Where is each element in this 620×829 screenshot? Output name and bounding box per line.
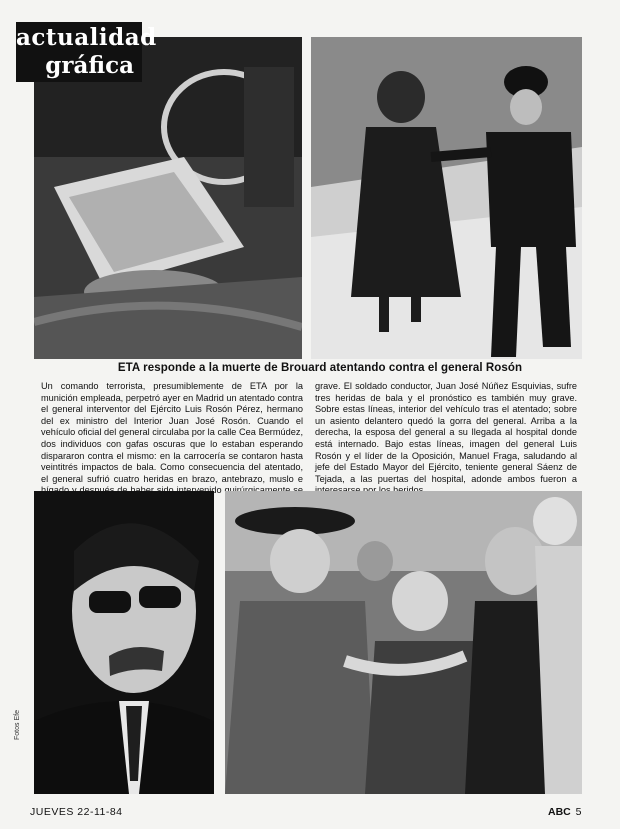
footer-page-number: 5	[575, 806, 582, 818]
footer-brand-name: ABC	[548, 806, 571, 818]
footer-brand	[548, 806, 582, 818]
article-text-col2: grave. El soldado conductor, Juan José Núñez Esquivias, sufre tres heridas de bala y el pronóstico es también muy grave. Sobre estas líneas, interior del vehículo tras el atentado; sobre un asiento delantero quedó la gorra del general. Arriba a la derecha, la esposa del general a su llegada al hospital donde está internado. Bajo estas líneas, imagen del general Luis Rosón y el líder de la Oposición, Manuel Fraga, saludando al jefe del Estado Mayor del Ejército, teniente general Sáenz de Tejada, a las puertas del hospital, adonde ambos fueron a	[315, 381, 577, 484]
headline: ETA responde a la muerte de Brouard atentando contra el general Rosón	[117, 362, 523, 374]
section-label-line1: actualidad	[16, 24, 157, 51]
article-column-1	[41, 381, 303, 509]
photo-hospital-crowd	[225, 491, 582, 794]
photo-credit: Fotos Efe	[14, 710, 21, 740]
footer-date: JUEVES 22-11-84	[30, 806, 123, 818]
photo-wife-hospital	[311, 37, 582, 359]
article-column-2	[315, 381, 577, 509]
section-label-line2: gráfica	[45, 52, 134, 79]
photo-car-interior	[34, 37, 302, 359]
section-label	[16, 22, 157, 82]
photo-general-portrait	[34, 491, 214, 794]
article-text-col1: Un comando terrorista, presumiblemente de ETA por la munición empleada, perpetró ayer en Madrid un atentado contra el general interventor del Ejército Luis Rosón Pérez, hermano del ex ministro del Interior Juan José Rosón. Cuando el vehículo oficial del general circulaba por la calle Cea Bermúdez, dos individuos con gafas oscuras que lo estaban esperando dispararon contra el mismo: en la carrocería se contaron hasta veintitrés impactos de bala. Como consecuencia del atentado, el general sufrió cuatro heridas en brazo, antebrazo, muslo e	[41, 381, 304, 484]
